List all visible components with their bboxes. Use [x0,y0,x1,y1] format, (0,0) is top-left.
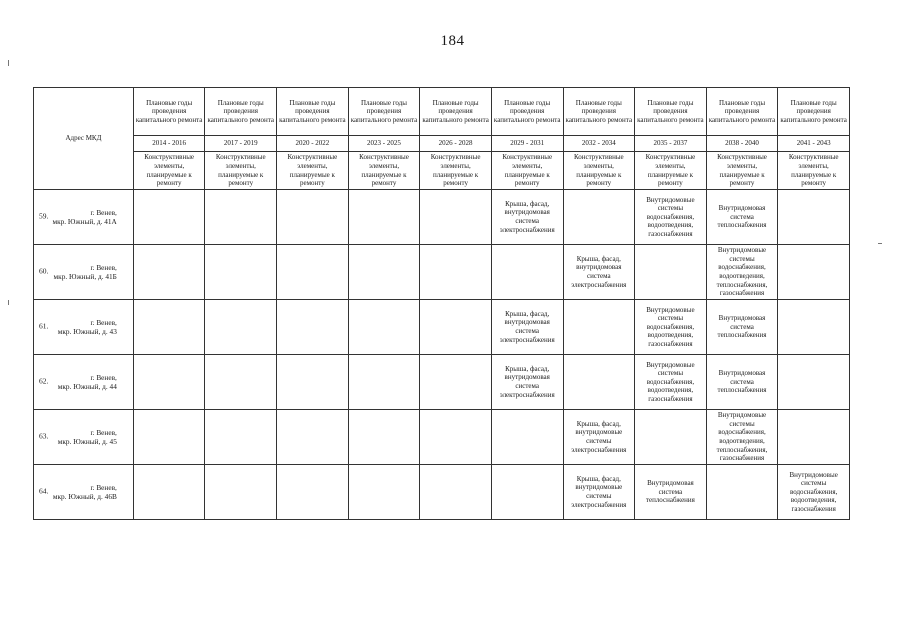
planned-years-header: Плановые годы проведения капитального ремонта [205,88,277,136]
repair-elements-cell [706,190,778,245]
address-street: мкр. Южный, д. 44 [57,382,117,391]
address-city: г. Венев, [90,428,117,437]
repair-elements-cell [205,355,277,410]
planned-years-header: Плановые годы проведения капитального ремонта [778,88,850,136]
address-street: мкр. Южный, д. 43 [57,327,117,336]
address-street: мкр. Южный, д. 45 [57,437,117,446]
repair-elements-cell [205,465,277,520]
header-row-elements [34,152,850,190]
capital-repair-table [33,87,850,520]
address-cell [34,410,134,465]
repair-elements-cell [420,245,492,300]
address-street: мкр. Южный, д. 41А [52,217,117,226]
repair-elements-cell [778,300,850,355]
repair-elements-cell [706,465,778,520]
address-city: г. Венев, [90,208,117,217]
repair-elements-cell [348,245,420,300]
period-cell: 2020 - 2022 [277,136,349,152]
address-cell [34,355,134,410]
repair-elements-cell [563,465,635,520]
repair-elements-cell [133,355,205,410]
row-number: 60. [39,266,49,276]
repair-elements-cell [491,300,563,355]
elements-header: Конструктивные элементы, планируемые к ремонту [635,152,707,190]
repair-elements-text: Внутридомовая система теплоснабжения [645,479,695,505]
elements-header: Конструктивные элементы, планируемые к ремонту [205,152,277,190]
planned-years-header: Плановые годы проведения капитального ремонта [420,88,492,136]
address-street: мкр. Южный, д. 46В [52,492,117,501]
address-city: г. Венев, [90,483,117,492]
elements-header: Конструктивные элементы, планируемые к ремонту [778,152,850,190]
repair-elements-text: Внутридомовая система теплоснабжения [717,314,767,340]
repair-elements-text: Внутридомовые системы водоснабжения, водоотведения, газоснабжения [646,360,695,403]
repair-elements-cell [277,465,349,520]
scan-artifact [8,300,9,305]
repair-elements-cell [348,300,420,355]
repair-elements-cell [635,355,707,410]
repair-elements-text: Внутридомовые системы водоснабжения, водоотведения, газоснабжения [646,305,695,348]
repair-elements-cell [778,410,850,465]
planned-years-header: Плановые годы проведения капитального ремонта [491,88,563,136]
period-cell: 2041 - 2043 [778,136,850,152]
repair-elements-cell [706,300,778,355]
row-number: 64. [39,486,49,496]
row-number: 63. [39,431,49,441]
repair-elements-cell [635,245,707,300]
table-row [34,465,850,520]
scan-artifact [8,60,9,66]
address-header: Адрес МКД [34,88,134,190]
scan-artifact [878,243,882,244]
repair-elements-text: Крыша, фасад, внутридомовая система электроснабжения [499,309,555,344]
repair-elements-cell [778,190,850,245]
repair-elements-cell [277,245,349,300]
repair-elements-cell [277,300,349,355]
elements-header: Конструктивные элементы, планируемые к ремонту [348,152,420,190]
period-cell: 2038 - 2040 [706,136,778,152]
repair-elements-cell [778,355,850,410]
repair-elements-cell [706,410,778,465]
header-row-periods [34,136,850,152]
repair-elements-text: Крыша, фасад, внутридомовая система электроснабжения [499,364,555,399]
planned-years-header: Плановые годы проведения капитального ремонта [706,88,778,136]
repair-elements-cell [133,410,205,465]
repair-elements-cell [635,465,707,520]
planned-years-header: Плановые годы проведения капитального ремонта [563,88,635,136]
repair-elements-cell [706,245,778,300]
repair-elements-cell [205,410,277,465]
repair-elements-text: Крыша, фасад, внутридомовые системы электроснабжения [571,419,627,454]
repair-elements-cell [563,300,635,355]
planned-years-header: Плановые годы проведения капитального ремонта [635,88,707,136]
repair-elements-text: Внутридомовые системы водоснабжения, водоотведения, теплоснабжения, газоснабжения [716,246,768,298]
table-header [34,88,850,190]
repair-elements-cell [205,245,277,300]
period-cell: 2014 - 2016 [133,136,205,152]
repair-elements-cell [563,355,635,410]
repair-elements-cell [420,300,492,355]
elements-header: Конструктивные элементы, планируемые к ремонту [277,152,349,190]
table-row [34,190,850,245]
repair-elements-cell [563,245,635,300]
address-cell [34,190,134,245]
address-cell [34,300,134,355]
address-city: г. Венев, [90,318,117,327]
repair-elements-cell [133,465,205,520]
elements-header: Конструктивные элементы, планируемые к ремонту [491,152,563,190]
row-number: 59. [39,211,49,221]
repair-elements-cell [706,355,778,410]
repair-elements-cell [277,355,349,410]
repair-elements-cell [635,190,707,245]
repair-elements-text: Крыша, фасад, внутридомовая система электроснабжения [499,199,555,234]
repair-elements-cell [635,300,707,355]
repair-elements-cell [491,190,563,245]
elements-header: Конструктивные элементы, планируемые к ремонту [420,152,492,190]
address-cell [34,245,134,300]
repair-elements-cell [348,410,420,465]
period-cell: 2023 - 2025 [348,136,420,152]
repair-elements-cell [420,190,492,245]
repair-elements-cell [420,410,492,465]
repair-elements-cell [420,355,492,410]
planned-years-header: Плановые годы проведения капитального ремонта [277,88,349,136]
period-cell: 2029 - 2031 [491,136,563,152]
repair-elements-cell [635,410,707,465]
page-number: 184 [440,33,465,49]
table-row [34,410,850,465]
repair-elements-cell [491,410,563,465]
repair-elements-cell [348,465,420,520]
address-cell [34,465,134,520]
table-row [34,245,850,300]
repair-elements-cell [133,245,205,300]
repair-elements-cell [563,410,635,465]
address-city: г. Венев, [90,373,117,382]
period-cell: 2017 - 2019 [205,136,277,152]
repair-elements-cell [277,190,349,245]
repair-elements-cell [491,465,563,520]
repair-elements-cell [133,300,205,355]
repair-elements-cell [205,300,277,355]
address-street: мкр. Южный, д. 41Б [53,272,117,281]
repair-elements-text: Внутридомовая система теплоснабжения [717,204,767,230]
period-cell: 2026 - 2028 [420,136,492,152]
elements-header: Конструктивные элементы, планируемые к ремонту [706,152,778,190]
repair-elements-cell [563,190,635,245]
row-number: 62. [39,376,49,386]
repair-elements-text: Крыша, фасад, внутридомовая система электроснабжения [571,254,627,289]
repair-elements-cell [491,245,563,300]
header-row-planned-years [34,88,850,136]
row-number: 61. [39,321,49,331]
repair-elements-cell [420,465,492,520]
repair-elements-text: Внутридомовые системы водоснабжения, водоотведения, газоснабжения [789,470,838,513]
repair-elements-text: Внутридомовые системы водоснабжения, водоотведения, газоснабжения [646,195,695,238]
repair-elements-text: Крыша, фасад, внутридомовые системы электроснабжения [571,474,627,509]
repair-elements-cell [348,190,420,245]
elements-header: Конструктивные элементы, планируемые к ремонту [563,152,635,190]
repair-elements-cell [277,410,349,465]
repair-elements-cell [133,190,205,245]
elements-header: Конструктивные элементы, планируемые к ремонту [133,152,205,190]
repair-elements-cell [348,355,420,410]
planned-years-header: Плановые годы проведения капитального ремонта [133,88,205,136]
address-city: г. Венев, [90,263,117,272]
table-body [34,190,850,520]
table-row [34,300,850,355]
period-cell: 2032 - 2034 [563,136,635,152]
repair-elements-cell [491,355,563,410]
table-row [34,355,850,410]
repair-elements-text: Внутридомовые системы водоснабжения, водоотведения, теплоснабжения, газоснабжения [716,411,768,463]
repair-elements-cell [778,245,850,300]
repair-elements-cell [205,190,277,245]
planned-years-header: Плановые годы проведения капитального ремонта [348,88,420,136]
period-cell: 2035 - 2037 [635,136,707,152]
repair-elements-text: Внутридомовая система теплоснабжения [717,369,767,395]
repair-elements-cell [778,465,850,520]
